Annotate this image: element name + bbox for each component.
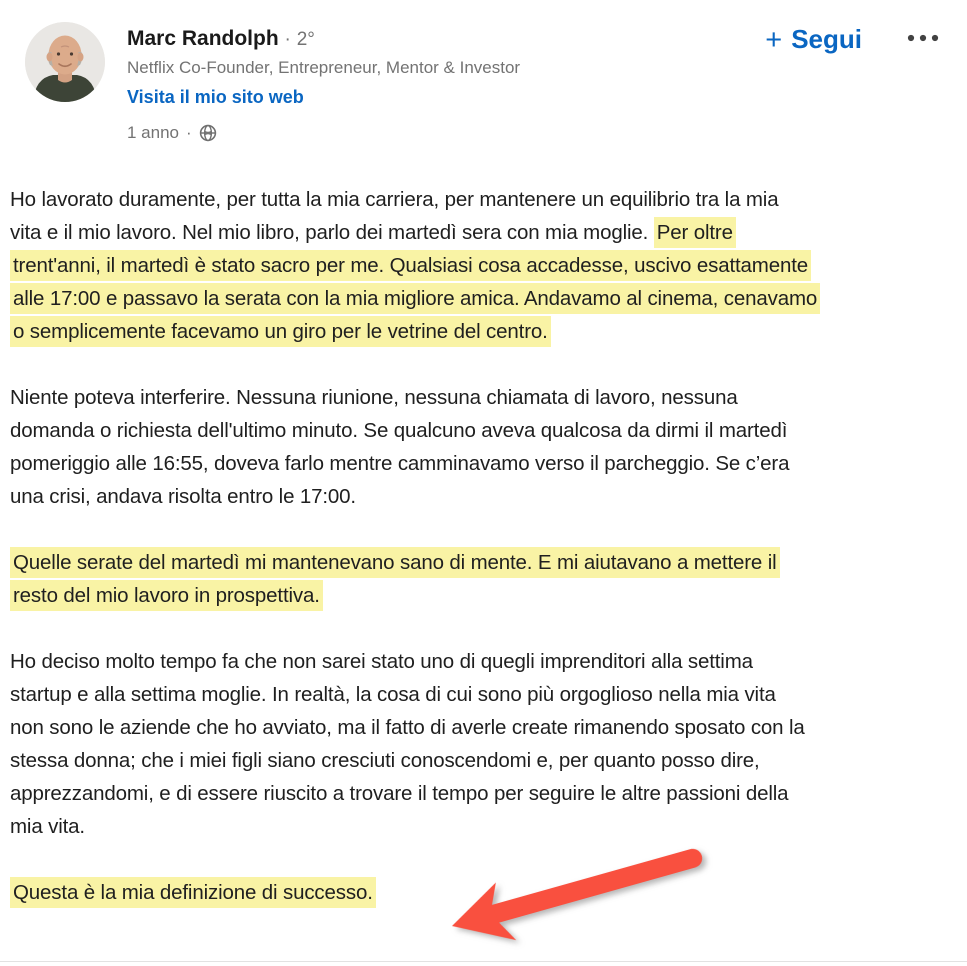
post-paragraph — [10, 876, 958, 909]
post-text: Ho deciso molto tempo fa che non sarei stato uno di quegli imprenditori alla settima — [10, 650, 753, 673]
name-separator: · — [284, 29, 291, 50]
post-text: non sono le aziende che ho avviato, ma il fatto di averle create rimanendo sposato con la — [10, 716, 805, 739]
post-paragraph — [10, 546, 958, 612]
profile-photo-icon — [25, 22, 105, 102]
post-text: una crisi, andava risolta entro le 17:00. — [10, 485, 356, 508]
highlighted-text: o semplicemente facevamo un giro per le vetrine del centro. — [10, 316, 551, 347]
post-paragraph — [10, 381, 958, 513]
post-header — [25, 22, 942, 162]
post-text: stessa donna; che i miei figli siano cresciuti conoscendomi e, per quanto posso dire, — [10, 749, 760, 772]
post-text: vita e il mio lavoro. Nel mio libro, parlo dei martedì sera con mia moglie. — [10, 221, 654, 244]
author-name[interactable]: Marc Randolph — [127, 27, 279, 50]
header-actions — [761, 22, 942, 57]
more-options-button[interactable] — [904, 22, 942, 56]
author-headline: Netflix Co-Founder, Entrepreneur, Mentor & Investor — [127, 58, 521, 77]
globe-icon — [199, 124, 217, 142]
post-text: Ho lavorato duramente, per tutta la mia carriera, per mantenere un equilibrio tra la mia — [10, 188, 779, 211]
plus-icon: + — [765, 23, 783, 56]
header-text — [127, 26, 520, 143]
highlighted-text: resto del mio lavoro in prospettiva. — [10, 580, 323, 611]
website-link[interactable]: Visita il mio sito web — [127, 87, 304, 107]
highlighted-text: alle 17:00 e passavo la serata con la mia migliore amica. Andavamo al cinema, cenavamo — [10, 283, 820, 314]
post-body — [10, 183, 958, 942]
post-paragraph — [10, 183, 958, 348]
highlighted-text: Quelle serate del martedì mi mantenevano sano di mente. E mi aiutavano a mettere il — [10, 547, 780, 578]
connection-degree: 2° — [296, 29, 315, 50]
highlighted-text: Per oltre — [654, 217, 736, 248]
post-text: domanda o richiesta dell'ultimo minuto. Se qualcuno aveva qualcosa da dirmi il martedì — [10, 419, 788, 442]
follow-label: Segui — [791, 24, 862, 54]
highlighted-text: trent'anni, il martedì è stato sacro per me. Qualsiasi cosa accadesse, uscivo esattamente — [10, 250, 811, 281]
follow-button[interactable] — [761, 22, 866, 57]
avatar[interactable] — [25, 22, 105, 102]
highlighted-text: Questa è la mia definizione di successo. — [10, 877, 376, 908]
post-meta — [127, 123, 520, 143]
post-age: 1 anno — [127, 123, 179, 142]
post-text: mia vita. — [10, 815, 85, 838]
meta-separator: · — [186, 123, 192, 142]
post-text: startup e alla settima moglie. In realtà, la cosa di cui sono più orgoglioso nella mia vita — [10, 683, 776, 706]
post-text: apprezzandomi, e di essere riuscito a trovare il tempo per seguire le altre passioni della — [10, 782, 789, 805]
name-row — [127, 26, 520, 52]
post-paragraph — [10, 645, 958, 843]
post-text: pomeriggio alle 16:55, doveva farlo mentre camminavamo verso il parcheggio. Se c’era — [10, 452, 790, 475]
post-text: Niente poteva interferire. Nessuna riunione, nessuna chiamata di lavoro, nessuna — [10, 386, 738, 409]
post-divider — [0, 961, 967, 962]
three-dots-icon — [906, 33, 940, 43]
